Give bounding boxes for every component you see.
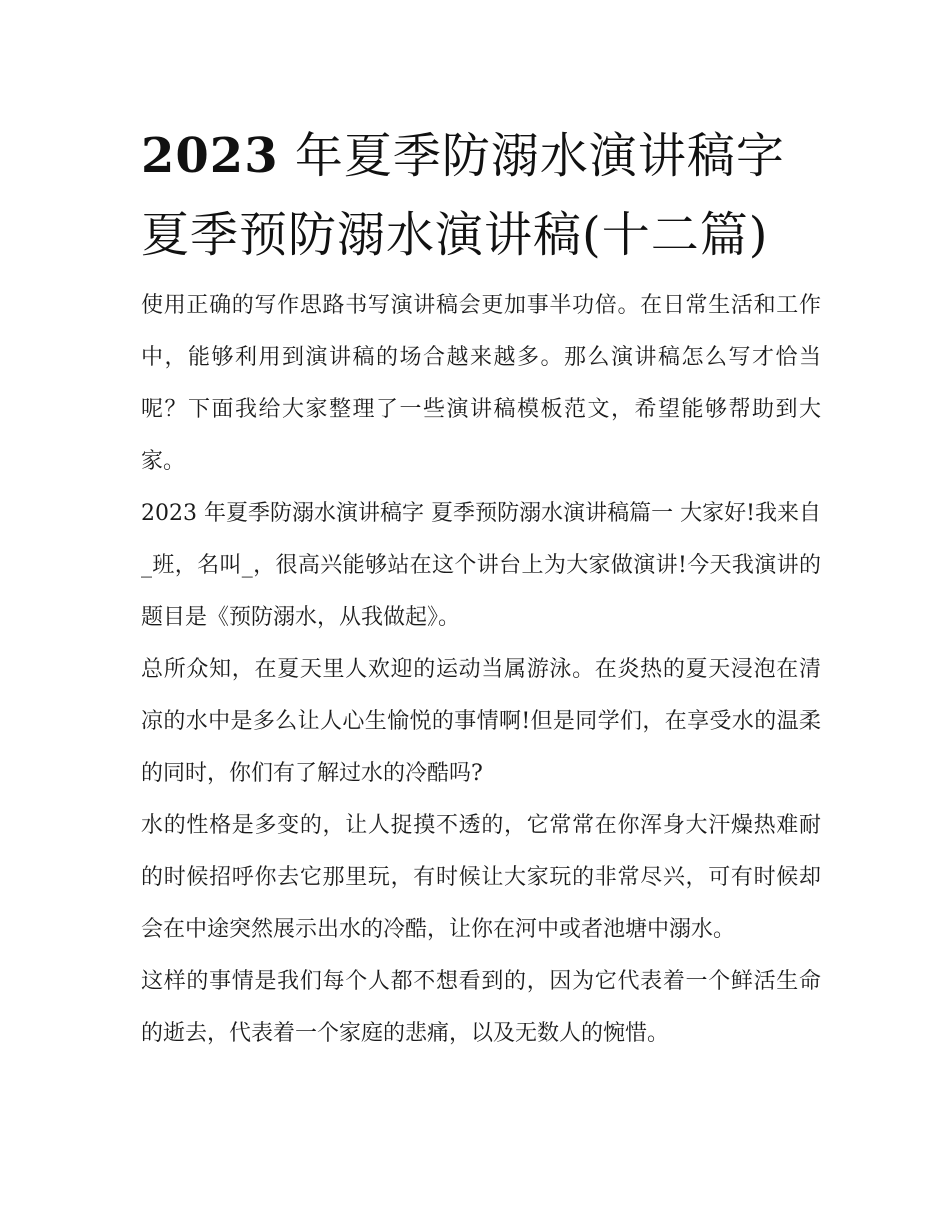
paragraph-water-nature: 水的性格是多变的，让人捉摸不透的，它常常在你浑身大汗燥热难耐的时候招呼你去它那里玩，有时候让大家玩的非常尽兴，可有时候却会在中途突然展示出水的冷酷，让你在河中或者池塘中溺水。: [141, 813, 821, 942]
paragraph-intro: 使用正确的写作思路书写演讲稿会更加事半功倍。在日常生活和工作中，能够利用到演讲稿的场合越来越多。那么演讲稿怎么写才恰当呢？下面我给大家整理了一些演讲稿模板范文，希望能够帮助到大家。: [141, 293, 821, 474]
document-title-line-1: [141, 117, 821, 186]
paragraph-swimming: 总所众知，在夏天里人欢迎的运动当属游泳。在炎热的夏天浸泡在清凉的水中是多么让人心生愉悦的事情啊!但是同学们，在享受水的温柔的同时，你们有了解过水的冷酷吗?: [141, 657, 821, 786]
paragraph-consequence: 这样的事情是我们每个人都不想看到的，因为它代表着一个鲜活生命的逝去，代表着一个家庭的悲痛，以及无数人的惋惜。: [141, 969, 821, 1046]
title-year: 2023: [141, 128, 279, 184]
title-line-1-text: 年夏季防溺水演讲稿字: [278, 128, 785, 184]
document-body: [141, 280, 821, 1060]
paragraph-greeting: 2023 年夏季防溺水演讲稿字 夏季预防溺水演讲稿篇一 大家好!我来自_班，名叫_，很高兴能够站在这个讲台上为大家做演讲!今天我演讲的题目是《预防溺水，从我做起》。: [141, 501, 821, 630]
document-title-line-2: 夏季预防溺水演讲稿(十二篇): [141, 207, 769, 263]
